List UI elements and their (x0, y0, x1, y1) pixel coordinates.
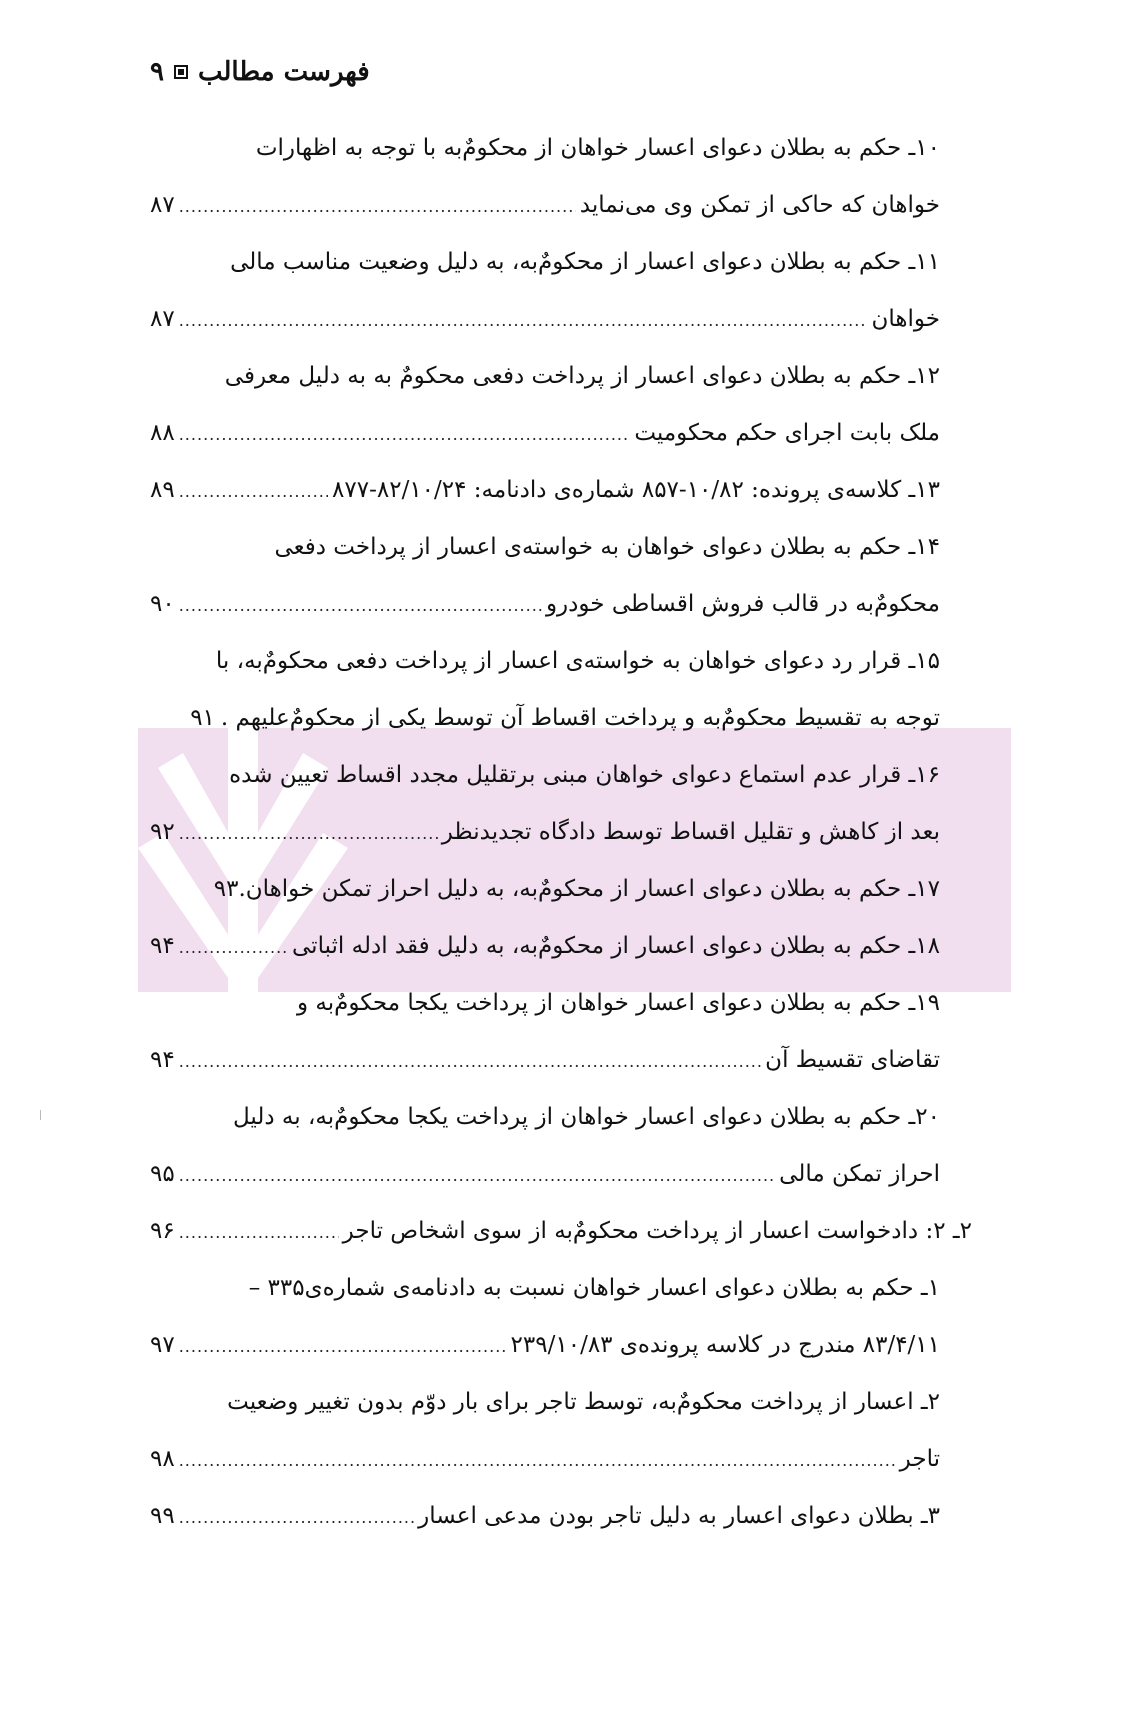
toc-entry-line (150, 462, 940, 519)
leader-dots (179, 178, 576, 234)
toc-entry-text[interactable]: ۱۸ـ حکم به بطلان دعوای اعسار از محکومٌ‌به، به دلیل فقد ادله اثباتی (292, 933, 940, 959)
toc-entry-text[interactable]: ۱۶ـ قرار عدم استماع دعوای خواهان مبنی برتقلیل مجدد اقساط تعیین شده (229, 762, 940, 788)
toc-entry-line (150, 1317, 940, 1374)
toc-page-number[interactable]: ۸۷ (150, 306, 175, 332)
toc-entry-text[interactable]: ۲ـ اعسار از پرداخت محکومٌ‌به، توسط تاجر برای بار دوّم بدون تغییر وضعیت (227, 1389, 940, 1415)
toc-entry-line (150, 177, 940, 234)
toc-entry-text[interactable]: محکومٌ‌به در قالب فروش اقساطی خودرو (545, 591, 940, 617)
toc-entry-text[interactable]: ۱۰ـ حکم به بطلان دعوای اعسار خواهان از محکومٌ‌به با توجه به اظهارات (255, 135, 940, 161)
toc-entry-line (150, 633, 940, 690)
toc-page-number[interactable]: ۹۶ (150, 1218, 175, 1244)
toc-entry-line (150, 804, 940, 861)
table-of-contents (150, 120, 972, 1545)
toc-page-number[interactable]: ۹۰ (150, 591, 175, 617)
toc-entry-text[interactable]: ۱۳ـ کلاسه‌ی پرونده: ۱۰/۸۲-۸۵۷ شماره‌ی دادنامه: ۸۲/۱۰/۲۴-۸۷۷ (332, 477, 940, 503)
running-header (150, 52, 550, 92)
leader-dots (179, 805, 438, 861)
toc-entry-line (150, 291, 940, 348)
toc-entry-text[interactable]: ۱۵ـ قرار رد دعوای خواهان به خواسته‌ی اعسار از پرداخت دفعی محکومٌ‌به، با (215, 648, 940, 674)
toc-entry-text[interactable]: توجه به تقسیط محکومٌ‌به و پرداخت اقساط آن توسط یکی از محکومٌ‌علیهم . (220, 705, 940, 731)
toc-section-line (150, 1203, 972, 1260)
toc-entry-line (150, 975, 940, 1032)
toc-entry-line (150, 1260, 940, 1317)
toc-page-number[interactable]: ۹۷ (150, 1332, 175, 1358)
toc-entry-text[interactable]: خواهان که حاکی از تمکن وی می‌نماید (579, 192, 940, 218)
toc-entry-line (150, 519, 940, 576)
leader-dots (179, 463, 328, 519)
leader-dots (179, 292, 868, 348)
filled-square-icon (174, 65, 188, 79)
toc-page-number[interactable]: ۸۸ (150, 420, 175, 446)
scan-margin-mark (40, 1110, 41, 1120)
toc-entry-line (150, 861, 940, 918)
toc-entry-line (150, 1146, 940, 1203)
toc-entry-line (150, 348, 940, 405)
leader-dots (179, 1033, 761, 1089)
toc-page-number[interactable]: ۹۸ (150, 1446, 175, 1472)
toc-entry-line (150, 918, 940, 975)
toc-entry-text[interactable]: ۲۰ـ حکم به بطلان دعوای اعسار خواهان از پرداخت یکجا محکومٌ‌به، به دلیل (232, 1104, 940, 1130)
toc-entry-text[interactable]: ۱۹ـ حکم به بطلان دعوای اعسار خواهان از پرداخت یکجا محکومٌ‌به و (296, 990, 940, 1016)
toc-entry-line (150, 690, 940, 747)
toc-page-number[interactable]: ۹۴ (150, 933, 175, 959)
toc-page-number[interactable]: ۸۷ (150, 192, 175, 218)
toc-page-number[interactable]: ۸۹ (150, 477, 175, 503)
toc-entry-line (150, 1032, 940, 1089)
toc-entry-text[interactable]: ۳ـ بطلان دعوای اعسار به دلیل تاجر بودن مدعی اعسار (418, 1503, 940, 1529)
toc-page-number[interactable]: ۹۹ (150, 1503, 175, 1529)
toc-entry-line (150, 576, 940, 633)
toc-entry-line (150, 120, 940, 177)
leader-dots (179, 919, 288, 975)
leader-dots (179, 1432, 896, 1488)
toc-entry-line (150, 1488, 940, 1545)
toc-entry-text[interactable]: ۱۴ـ حکم به بطلان دعوای خواهان به خواسته‌ی اعسار از پرداخت دفعی (274, 534, 940, 560)
toc-entry-line (150, 234, 940, 291)
toc-entry-text[interactable]: تقاضای تقسیط آن (765, 1047, 940, 1073)
header-title: فهرست مطالب (197, 57, 370, 87)
toc-entry-text[interactable]: ملک بابت اجرای حکم محکومیت (634, 420, 940, 446)
toc-entry-text[interactable]: ۸۳/۴/۱۱ مندرج در کلاسه پرونده‌ی ۲۳۹/۱۰/۸۳ (510, 1332, 940, 1358)
toc-page-number[interactable]: ۹۱ (190, 705, 215, 731)
toc-page-number[interactable]: ۹۲ (150, 819, 175, 845)
toc-entry-text[interactable]: ۱۲ـ حکم به بطلان دعوای اعسار از پرداخت دفعی محکومٌ به به دلیل معرفی (224, 363, 940, 389)
toc-section-text[interactable]: ۲ـ ۲: دادخواست اعسار از پرداخت محکومٌ‌به از سوی اشخاص تاجر (342, 1218, 972, 1244)
toc-entry-text[interactable]: احراز تمکن مالی (779, 1161, 940, 1187)
toc-entry-line (150, 405, 940, 462)
toc-entry-text[interactable]: ۱۱ـ حکم به بطلان دعوای اعسار از محکومٌ‌به، به دلیل وضعیت مناسب مالی (230, 249, 940, 275)
toc-page-number[interactable]: ۹۳ (213, 876, 239, 902)
leader-dots (179, 406, 631, 462)
toc-entry-text[interactable]: تاجر (899, 1446, 940, 1472)
leader-dots (179, 1318, 507, 1374)
toc-entry-line (150, 1431, 940, 1488)
leader-dots (179, 1147, 775, 1203)
toc-entry-line (150, 1089, 940, 1146)
toc-entry-line (150, 747, 940, 804)
toc-page-number[interactable]: ۹۵ (150, 1161, 175, 1187)
leader-dots (179, 1489, 414, 1545)
leader-dots (179, 577, 542, 633)
toc-entry-text[interactable]: خواهان (871, 306, 940, 332)
toc-page-number[interactable]: ۹۴ (150, 1047, 175, 1073)
toc-entry-text[interactable]: ۱ـ حکم به بطلان دعوای اعسار خواهان نسبت به دادنامه‌ی شماره‌ی۳۳۵ – (248, 1275, 940, 1301)
header-page-number: ۹ (150, 57, 164, 87)
toc-entry-text[interactable]: ۱۷ـ حکم به بطلان دعوای اعسار از محکومٌ‌به، به دلیل احراز تمکن خواهان. (238, 876, 940, 902)
leader-dots (179, 1204, 339, 1260)
toc-entry-line (150, 1374, 940, 1431)
toc-entry-text[interactable]: بعد از کاهش و تقلیل اقساط توسط دادگاه تجدیدنظر (441, 819, 940, 845)
